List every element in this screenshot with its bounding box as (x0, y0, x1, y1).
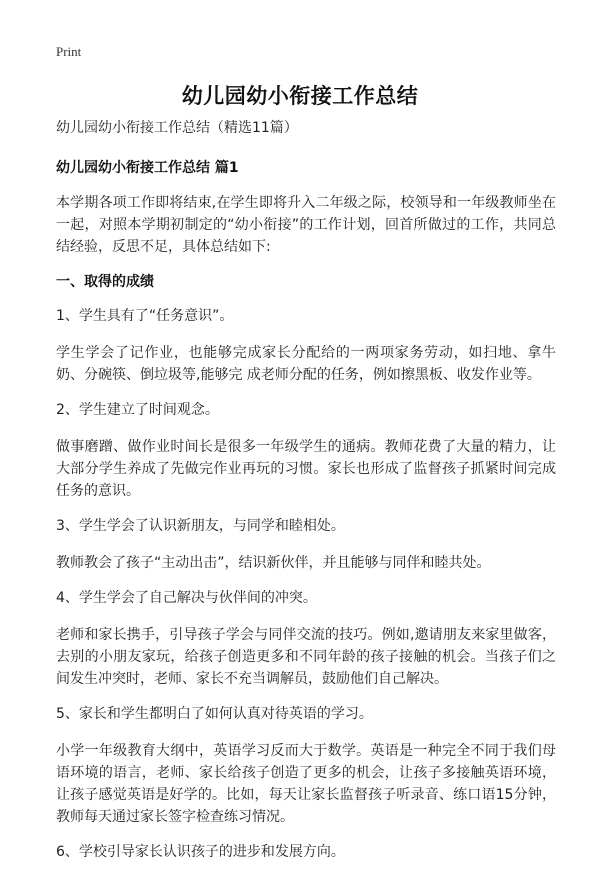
article-heading: 幼儿园幼小衔接工作总结 篇1 (56, 160, 239, 176)
point-title: 1、学生具有了“任务意识”。 (56, 308, 234, 324)
section-heading-achievements: 一、取得的成绩 (56, 274, 154, 290)
point-body: 老师和家长携手，引导孩子学会与同伴交流的技巧。例如,邀请朋友来家里做客，去别的小朋友家玩，给孩子创造更多和不同年龄的孩子接触的机会。当孩子们之间发生冲突时，老师、家长不充当调解员，鼓励他们自己解决。 (56, 627, 556, 687)
point-body: 学生学会了记作业，也能够完成家长分配给的一两项家务劳动，如扫地、拿牛奶、分碗筷、倒垃圾等,能够完 成老师分配的任务，例如擦黑板、收发作业等。 (56, 345, 556, 383)
point-title: 2、学生建立了时间观念。 (56, 402, 219, 418)
print-label[interactable]: Print (56, 44, 82, 59)
point-body: 小学一年级教育大纲中，英语学习反而大于数学。英语是一种完全不同于我们母语环境的语言，老师、家长给孩子创造了更多的机会，让孩子多接触英语环境，让孩子感觉英语是好学的。比如，每天让家长监督孩子听录音、练口语15分钟，教师每天通过家长签字检查练习情况。 (56, 743, 556, 825)
point-body: 做事磨蹭、做作业时间长是很多一年级学生的通病。教师花费了大量的精力，让大部分学生养成了先做完作业再玩的习惯。家长也形成了监督孩子抓紧时间完成任务的意识。 (56, 439, 556, 499)
point-title: 5、家长和学生都明白了如何认真对待英语的学习。 (56, 706, 373, 722)
document-title: 幼儿园幼小衔接工作总结 (181, 84, 419, 108)
intro-paragraph: 本学期各项工作即将结束,在学生即将升入二年级之际，校领导和一年级教师坐在一起，对照本学期初制定的“幼小衔接”的工作计划，回首所做过的工作，共同总结经验，反思不足，具体总结如下: (56, 195, 556, 255)
point-title: 4、学生学会了自己解决与伙伴间的冲突。 (56, 590, 317, 606)
document-body (56, 118, 556, 878)
point-title: 3、学生学会了认识新朋友，与同学和睦相处。 (56, 518, 345, 534)
document-subtitle: 幼儿园幼小衔接工作总结（精选11篇） (56, 120, 298, 136)
point-body: 教师教会了孩子“主动出击”，结识新伙伴，并且能够与同伴和睦共处。 (56, 555, 491, 571)
point-title: 6、学校引导家长认识孩子的进步和发展方向。 (56, 844, 345, 860)
